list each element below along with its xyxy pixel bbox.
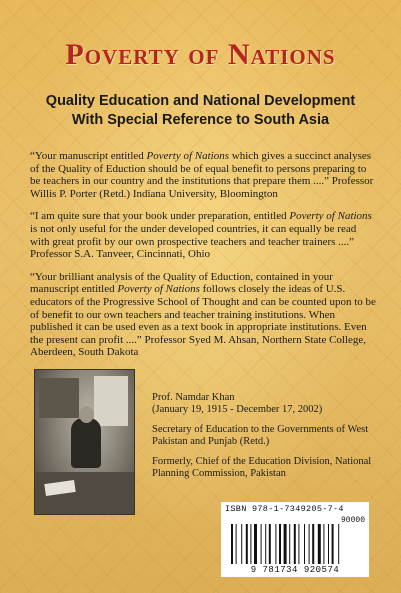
book-title: Poverty of Nations bbox=[65, 38, 336, 71]
quote-tanveer bbox=[30, 210, 376, 260]
quote-book-title: Poverty of Nations bbox=[146, 150, 230, 162]
quote-book-title: Poverty of Nations bbox=[117, 283, 200, 296]
barcode-number: 9 781734 920574 bbox=[250, 565, 340, 575]
subtitle-line-2: With Special Reference to South Asia bbox=[71, 112, 330, 128]
quote-ahsan bbox=[30, 271, 376, 359]
book-subtitle bbox=[0, 92, 401, 130]
author-name: Prof. Namdar Khan bbox=[152, 392, 235, 403]
author-photo bbox=[34, 369, 135, 515]
photo-head bbox=[79, 406, 94, 423]
quote-text: is not only useful for the under developed countries, it can equally be read with great profit by our own prospective teachers and teacher trainers ....” Professor S.A. Tanveer, Cincinnati, Ohio bbox=[30, 222, 357, 261]
isbn-barcode-block bbox=[221, 502, 369, 577]
quote-text: “Your brilliant analysis of the Quality of Eduction, contained in your manuscript entitled bbox=[30, 270, 333, 296]
endorsement-quotes bbox=[30, 150, 376, 369]
photo-person bbox=[71, 418, 101, 468]
quote-text: follows closely the ideas of U.S. educators of the Progressive School of Thought and can be counted upon to be of benefit to our own teachers and teacher training institutions. When published it can be used even as a text book in appropriate institutions. Even the present can profit ....” Professor Syed M. Ahsan, Northern State College, Aberdeen, South Dakota bbox=[30, 283, 376, 359]
quote-text: which gives a succinct analyses of the Quality of Eduction should be of equal benefit to persons preparing to be teachers in our country and the institutions that prepare them ....” Professor Willis P. Porter (Retd.) Indiana University, Bloomington bbox=[30, 150, 374, 200]
author-role-1: Secretary of Education to the Governments of West Pakistan and Punjab (Retd.) bbox=[152, 424, 369, 447]
quote-text: “Your manuscript entitled bbox=[30, 150, 147, 162]
price-code: 90000 bbox=[340, 516, 365, 525]
author-name-dates bbox=[152, 392, 382, 416]
quote-text: “I am quite sure that your book under preparation, entitled bbox=[30, 210, 290, 223]
subtitle-line-1: Quality Education and National Development bbox=[45, 93, 356, 109]
author-bio bbox=[152, 392, 382, 488]
photo-shelf bbox=[39, 378, 79, 418]
isbn-label: ISBN 978-1-7349205-7-4 bbox=[225, 504, 344, 514]
barcode-bars bbox=[229, 524, 363, 564]
author-role-2: Formerly, Chief of the Education Division, National Planning Commission, Pakistan bbox=[152, 456, 372, 479]
photo-window bbox=[94, 376, 128, 426]
quote-book-title: Poverty of Nations bbox=[289, 210, 372, 223]
author-dates: (January 19, 1915 - December 17, 2002) bbox=[152, 404, 323, 415]
quote-porter bbox=[30, 150, 376, 200]
